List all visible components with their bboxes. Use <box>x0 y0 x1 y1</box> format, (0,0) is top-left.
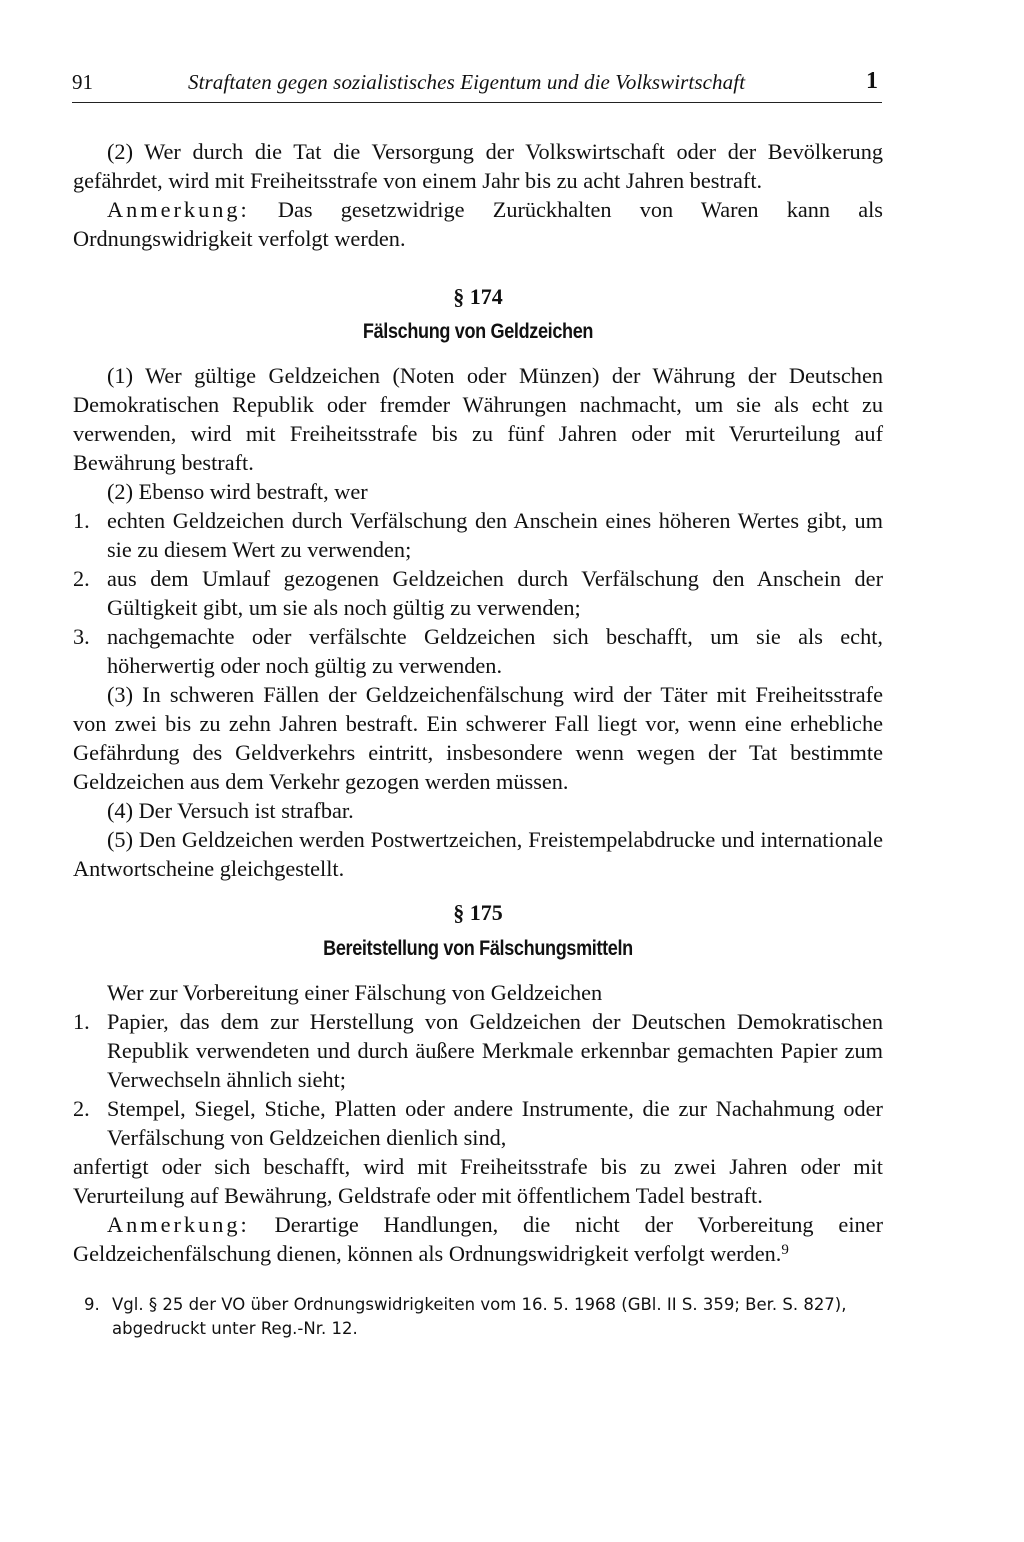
section-174-body <box>73 361 883 883</box>
continuation-sentence: anfertigt oder sich beschafft, wird mit Freiheitsstrafe bis zu zwei Jahren oder mit Verurteilung auf Bewährung, Geldstrafe oder mit öffentlichem Tadel bestraft. <box>73 1154 883 1208</box>
footnote-line: Vgl. § 25 der VO über Ordnungswidrigkeiten vom 16. 5. 1968 (GBl. II S. 359; Ber. S. 827), <box>112 1295 847 1314</box>
list-item <box>73 1007 883 1094</box>
list-item-number: 2. <box>73 566 90 591</box>
footnote-line: abgedruckt unter Reg.-Nr. 12. <box>112 1319 358 1338</box>
paragraph-4: (4) Der Versuch ist strafbar. <box>107 798 354 823</box>
intro-block <box>73 137 883 253</box>
list-item-number: 1. <box>73 508 90 533</box>
section-number-174: § 174 <box>453 284 503 309</box>
section-175-body <box>73 978 883 1268</box>
running-title: Straftaten gegen sozialistisches Eigentum und die Volkswirtschaft <box>188 70 746 94</box>
list-item-number: 2. <box>73 1096 90 1121</box>
annotation-note <box>73 195 883 253</box>
paragraph-5: (5) Den Geldzeichen werden Postwertzeichen, Freistempelabdrucke und internationale Antwortscheine gleichgestellt. <box>73 827 883 881</box>
annotation-text: Derartige Handlungen, die nicht der Vorbereitung einer Geldzeichenfälschung dienen, können als Ordnungswidrigkeit verfolgt werden. <box>73 1212 883 1266</box>
list-item <box>73 564 883 622</box>
paragraph-1: (1) Wer gültige Geldzeichen (Noten oder Münzen) der Währung der Deutschen Demokratischen Republik oder fremder Währungen nachmacht, um sie als echt zu verwenden, wird mit Freiheitsstrafe bis zu fünf Jahren oder mit Verurteilung auf Bewährung bestraft. <box>73 363 883 475</box>
section-number-175: § 175 <box>453 900 503 925</box>
section-title-175: Bereitstellung von Fälschungsmitteln <box>323 937 633 960</box>
list-item-number: 1. <box>73 1009 90 1034</box>
list-item-text: nachgemachte oder verfälschte Geldzeichen sich beschafft, um sie als echt, höherwertig oder noch gültig zu verwenden. <box>107 624 883 678</box>
list-item <box>73 1094 883 1152</box>
paragraph-3: (3) In schweren Fällen der Geldzeichenfälschung wird der Täter mit Freiheitsstrafe von zwei bis zu zehn Jahren bestraft. Ein schwerer Fall liegt vor, wenn eine erhebliche Gefährdung des Geldverkehrs eintritt, insbesondere wenn wegen der Tat bestimmte Geldzeichen aus dem Verkehr gezogen werden müssen. <box>73 682 883 794</box>
running-header <box>72 68 882 103</box>
list-item-text: aus dem Umlauf gezogenen Geldzeichen durch Verfälschung den Anschein der Gültigkeit gibt, um sie als noch gültig zu verwenden; <box>107 566 883 620</box>
paragraph-2: (2) Wer durch die Tat die Versorgung der Volkswirtschaft oder der Bevölkerung gefährdet, wird mit Freiheitsstrafe von einem Jahr bis zu acht Jahren bestraft. <box>73 139 883 193</box>
section-title-174: Fälschung von Geldzeichen <box>362 320 594 343</box>
annotation-label: Anmerkung: <box>107 1212 250 1237</box>
footnote-number: 9. <box>84 1295 100 1314</box>
annotation-label: Anmerkung: <box>107 197 250 222</box>
footnote <box>84 1293 884 1341</box>
list-item-text: Stempel, Siegel, Stiche, Platten oder andere Instrumente, die zur Nachahmung oder Verfälschung von Geldzeichen dienlich sind, <box>107 1096 883 1150</box>
page-number: 91 <box>72 70 93 94</box>
list-item <box>73 622 883 680</box>
footnote-reference[interactable]: 9 <box>781 1242 789 1258</box>
annotation-text: Das gesetzwidrige Zurückhalten von Waren kann als Ordnungswidrigkeit verfolgt werden. <box>73 197 883 251</box>
list-item-number: 3. <box>73 624 90 649</box>
chapter-number: 1 <box>866 68 878 94</box>
list-item <box>73 506 883 564</box>
list-item-text: Papier, das dem zur Herstellung von Geldzeichen der Deutschen Demokratischen Republik verwendeten und durch äußere Merkmale erkennbar gemachten Papier zum Verwechseln ähnlich sieht; <box>107 1009 883 1092</box>
paragraph-2: (2) Ebenso wird bestraft, wer <box>107 479 368 504</box>
list-item-text: echten Geldzeichen durch Verfälschung den Anschein eines höheren Wertes gibt, um sie zu diesem Wert zu verwenden; <box>107 508 883 562</box>
lead-sentence: Wer zur Vorbereitung einer Fälschung von Geldzeichen <box>107 980 603 1005</box>
annotation-note <box>73 1210 883 1268</box>
